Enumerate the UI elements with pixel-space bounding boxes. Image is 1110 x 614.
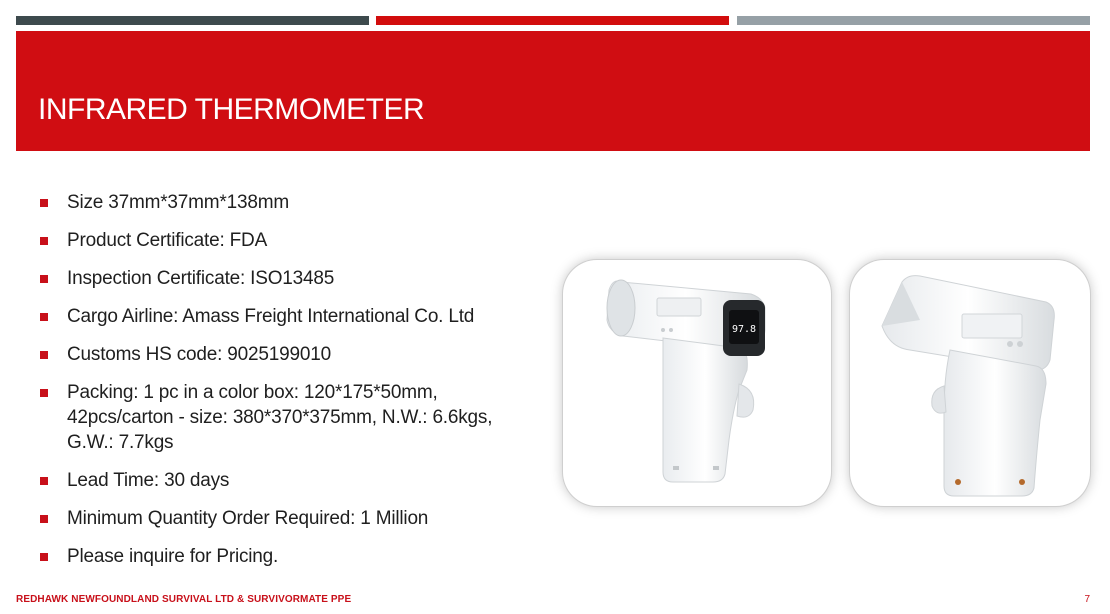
bullet-item [38,468,538,493]
thermometer-front-illustration [563,260,831,506]
bullet-square-icon [40,553,48,561]
bullet-text: Inspection Certificate: ISO13485 [67,268,335,289]
page-number: 7 [1084,594,1090,605]
bullet-item [38,506,538,531]
top-accent-bar-gray [737,16,1090,25]
thermometer-photo-side [850,260,1090,506]
bullet-square-icon [40,477,48,485]
display-reading: 97.8 [731,324,757,335]
bullet-item [38,266,538,291]
bullet-square-icon [40,515,48,523]
thermometer-side-illustration [850,260,1090,506]
bullet-item [38,342,538,367]
title-band [16,31,1090,151]
top-accent-bar-dark [16,16,369,25]
bullet-square-icon [40,351,48,359]
bullet-item [38,380,538,455]
slide-title: INFRARED THERMOMETER [38,93,425,126]
bullet-text: Product Certificate: FDA [67,230,268,251]
bullet-square-icon [40,313,48,321]
bullet-item [38,544,538,569]
bullet-item [38,190,538,215]
bullet-square-icon [40,199,48,207]
bullet-list [38,190,538,582]
bullet-square-icon [40,389,48,397]
bullet-text: Packing: 1 pc in a color box: 120*175*50mm, 42pcs/carton - size: 380*370*375mm, N.W.: 6.6kgs, G.W.: 7.7kgs [67,382,493,453]
bullet-item [38,228,538,253]
thermometer-photo-front [563,260,831,506]
bullet-item [38,304,538,329]
footer-company: REDHAWK NEWFOUNDLAND SURVIVAL LTD & SURVIVORMATE PPE [16,594,352,605]
bullet-text: Customs HS code: 9025199010 [67,344,331,365]
bullet-square-icon [40,237,48,245]
bullet-square-icon [40,275,48,283]
bullet-text: Minimum Quantity Order Required: 1 Million [67,508,429,529]
bullet-text: Cargo Airline: Amass Freight International Co. Ltd [67,306,475,327]
top-accent-bar-red [376,16,729,25]
bullet-text: Lead Time: 30 days [67,470,230,491]
bullet-text: Size 37mm*37mm*138mm [67,192,289,213]
bullet-text: Please inquire for Pricing. [67,546,279,567]
